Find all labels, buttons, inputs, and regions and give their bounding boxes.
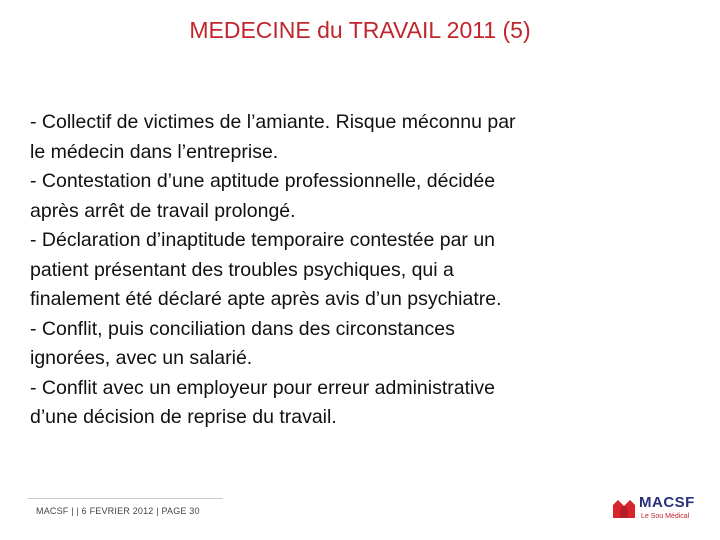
footer-text: MACSF | | 6 FEVRIER 2012 | PAGE 30	[36, 506, 200, 516]
body-line: patient présentant des troubles psychiques, qui a	[30, 258, 454, 281]
macsf-logo-icon	[612, 496, 638, 520]
body-line: d’une décision de reprise du travail.	[30, 406, 337, 428]
logo-tagline: Le Sou Médical	[641, 513, 690, 520]
body-line: le médecin dans l’entreprise.	[30, 140, 279, 163]
body-line: - Contestation d’une aptitude professionnelle, décidée	[30, 170, 496, 192]
body-line: - Déclaration d’inaptitude temporaire contestée par un	[30, 229, 496, 251]
body-line: après arrêt de travail prolongé.	[30, 199, 296, 222]
body-line: - Conflit avec un employeur pour erreur administrative	[30, 376, 495, 399]
body-line: - Collectif de victimes de l’amiante. Risque méconnu par	[30, 111, 516, 133]
macsf-logo	[612, 494, 704, 526]
logo-name: MACSF	[639, 494, 695, 511]
footer-divider	[28, 498, 223, 499]
slide-title: MEDECINE du TRAVAIL 2011 (5)	[189, 17, 531, 43]
slide-body	[30, 108, 710, 433]
body-line: finalement été déclaré apte après avis d’un psychiatre.	[30, 288, 502, 310]
body-line: - Conflit, puis conciliation dans des circonstances	[30, 317, 455, 340]
body-line: ignorées, avec un salarié.	[30, 347, 253, 369]
